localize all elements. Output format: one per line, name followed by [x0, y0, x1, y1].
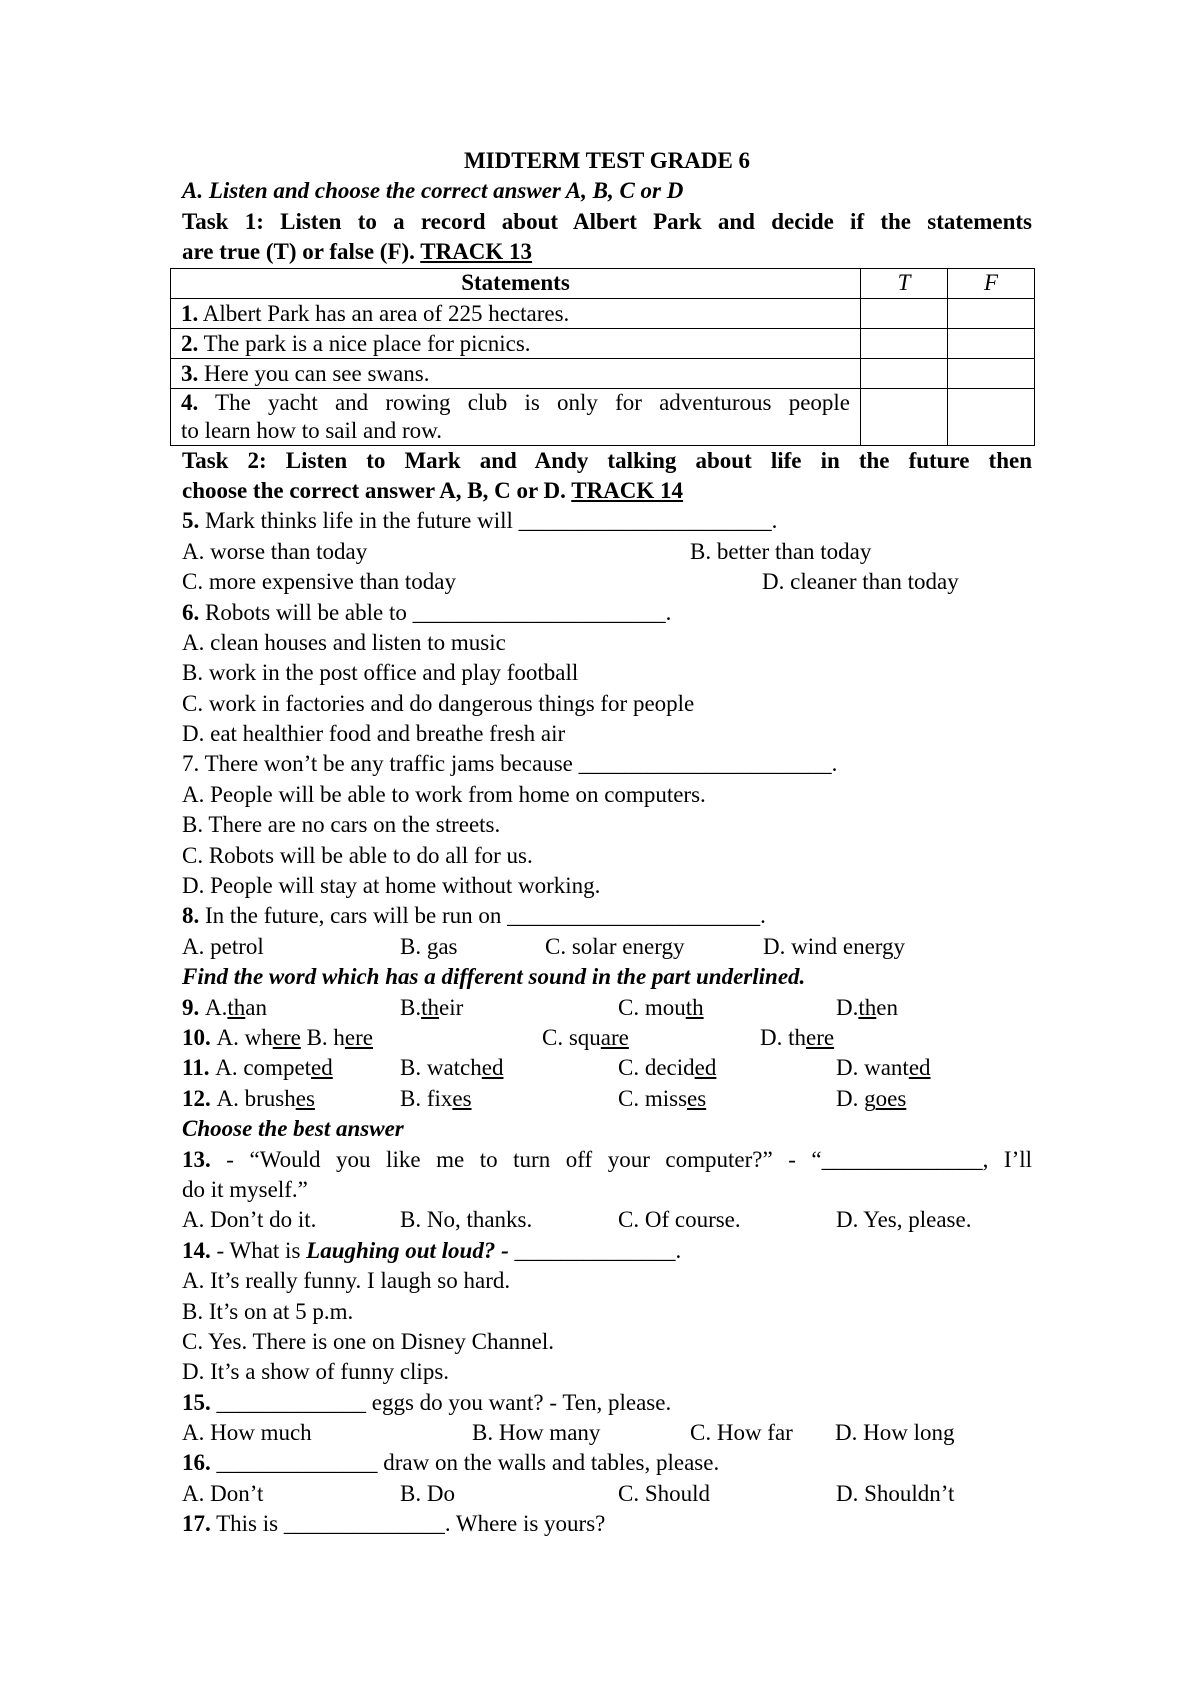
option-a[interactable]: A. worse than today — [182, 538, 368, 564]
option-b[interactable]: B. No, thanks. — [400, 1207, 533, 1233]
question-13-continued: do it myself.” — [182, 1176, 308, 1202]
statement-number: 4. — [181, 389, 199, 415]
option-d[interactable]: D. there — [760, 1024, 835, 1050]
option-d[interactable]: D. cleaner than today — [762, 569, 959, 595]
option-c[interactable]: C. work in factories and do dangerous things for people — [182, 690, 695, 716]
question-number: 17. — [182, 1511, 211, 1537]
question-number: 10. — [182, 1024, 211, 1050]
question-stem: This is ______________. Where is yours? — [216, 1511, 606, 1537]
options-row — [182, 932, 1032, 962]
option-b[interactable]: B. How many — [472, 1420, 601, 1446]
option-d[interactable]: D. eat healthier food and breathe fresh air — [182, 721, 566, 747]
option-c[interactable]: C. How far — [690, 1420, 793, 1446]
option-b[interactable]: B. fixes — [400, 1085, 472, 1111]
true-cell[interactable] — [861, 328, 948, 358]
best-answer-heading: Choose the best answer — [182, 1116, 404, 1142]
option-d[interactable]: D. Shouldn’t — [836, 1480, 955, 1506]
option-a[interactable]: A. Don’t do it. — [182, 1207, 317, 1233]
option-d[interactable]: D. wind energy — [763, 933, 906, 959]
question-number: 11. — [182, 1055, 210, 1081]
task2-instruction-text: choose the correct answer A, B, C or D. — [182, 477, 566, 503]
question-12 — [182, 1084, 1032, 1114]
option-c[interactable]: C. Should — [618, 1480, 711, 1506]
option-a[interactable]: A.than — [205, 994, 267, 1020]
page-title: MIDTERM TEST GRADE 6 — [463, 148, 751, 173]
option-a[interactable]: A. People will be able to work from home on computers. — [182, 781, 706, 807]
option-b[interactable]: B. It’s on at 5 p.m. — [182, 1298, 354, 1324]
statement-text: Here you can see swans. — [204, 360, 430, 386]
question-14 — [182, 1236, 1032, 1266]
option-d[interactable]: D. How long — [835, 1420, 955, 1446]
option-a[interactable]: A. How much — [182, 1420, 312, 1446]
false-cell[interactable] — [948, 298, 1035, 328]
options-row — [182, 537, 1032, 567]
table-row — [171, 358, 1035, 388]
question-stem: _____________ eggs do you want? - Ten, please. — [216, 1389, 672, 1415]
false-cell[interactable] — [948, 388, 1035, 445]
question-stem: - “Would you like me to turn off your computer?” - “______________, I’ll — [226, 1146, 1033, 1172]
option-c[interactable]: C. Of course. — [618, 1207, 741, 1233]
question-number: 13. — [182, 1146, 211, 1172]
true-header: T — [861, 268, 948, 298]
option-b[interactable]: B. gas — [400, 933, 458, 959]
statement-number: 3. — [181, 360, 199, 386]
question-stem: - What is — [216, 1237, 301, 1263]
option-c[interactable]: C. Robots will be able to do all for us. — [182, 842, 533, 868]
option-c[interactable]: C. solar energy — [545, 933, 685, 959]
statement-cell — [171, 298, 861, 328]
question-stem: ______________ draw on the walls and tables, please. — [216, 1450, 720, 1476]
phonetics-heading: Find the word which has a different sound in the part underlined. — [182, 964, 806, 990]
task1-instruction-text: are true (T) or false (F). — [182, 239, 415, 265]
task2-instruction-line1: Task 2: Listen to Mark and Andy talking about life in the future then — [182, 447, 1032, 473]
question-9 — [182, 993, 1032, 1023]
task2-instruction-line2 — [182, 476, 1032, 506]
question-7: 7. There won’t be any traffic jams because ______________________. — [182, 751, 838, 777]
question-number: 9. — [182, 994, 200, 1020]
option-b[interactable]: B.their — [400, 994, 464, 1020]
statement-number: 2. — [181, 330, 199, 356]
question-number: 5. — [182, 508, 200, 534]
question-number: 6. — [182, 599, 200, 625]
question-17 — [182, 1509, 1032, 1539]
option-a[interactable]: A. brushes — [216, 1085, 315, 1111]
false-header: F — [948, 268, 1035, 298]
option-b[interactable]: B. here — [306, 1024, 373, 1050]
question-stem: In the future, cars will be run on ______________________. — [205, 903, 766, 929]
option-a[interactable]: A. It’s really funny. I laugh so hard. — [182, 1268, 511, 1294]
statements-header: Statements — [171, 268, 861, 298]
true-cell[interactable] — [861, 388, 948, 445]
task1-instruction-line1: Task 1: Listen to a record about Albert Park and decide if the statements — [182, 208, 1032, 234]
option-c[interactable]: C. decided — [618, 1055, 717, 1081]
statement-cell — [171, 358, 861, 388]
option-d[interactable]: D. Yes, please. — [836, 1207, 972, 1233]
option-b[interactable]: B. better than today — [690, 538, 872, 564]
true-cell[interactable] — [861, 358, 948, 388]
table-row — [171, 328, 1035, 358]
question-8 — [182, 901, 1032, 931]
statement-text: The park is a nice place for picnics. — [203, 330, 531, 356]
option-c[interactable]: C. mouth — [618, 994, 704, 1020]
options-row — [182, 1418, 1032, 1448]
table-row — [171, 298, 1035, 328]
option-b[interactable]: B. Do — [400, 1480, 455, 1506]
question-stem: Robots will be able to ______________________. — [205, 599, 672, 625]
option-a[interactable]: A. clean houses and listen to music — [182, 629, 506, 655]
statements-table — [170, 268, 1035, 446]
statement-number: 1. — [181, 300, 199, 326]
statement-cell — [171, 388, 861, 445]
option-d[interactable]: D. wanted — [836, 1055, 931, 1081]
option-a[interactable]: A. Don’t — [182, 1480, 264, 1506]
question-15 — [182, 1388, 1032, 1418]
statement-cell — [171, 328, 861, 358]
options-row — [182, 567, 1032, 597]
option-c[interactable]: C. Yes. There is one on Disney Channel. — [182, 1328, 555, 1354]
option-a[interactable]: A. where — [216, 1024, 301, 1050]
option-c[interactable]: C. square — [542, 1024, 629, 1050]
table-header-row — [171, 268, 1035, 298]
false-cell[interactable] — [948, 328, 1035, 358]
question-11 — [182, 1053, 1032, 1083]
statement-text-continued: to learn how to sail and row. — [181, 417, 443, 443]
option-b[interactable]: B. work in the post office and play football — [182, 660, 579, 686]
option-d[interactable]: D. People will stay at home without working. — [182, 873, 601, 899]
question-5 — [182, 506, 1032, 536]
question-10 — [182, 1023, 1032, 1053]
question-number: 16. — [182, 1450, 211, 1476]
question-number: 14. — [182, 1237, 211, 1263]
test-page — [182, 0, 1032, 1540]
option-d[interactable]: D. goes — [836, 1085, 907, 1111]
option-c[interactable]: C. more expensive than today — [182, 569, 457, 595]
section-a-heading: A. Listen and choose the correct answer A, B, C or D — [182, 178, 684, 204]
task2-track: TRACK 14 — [571, 477, 684, 503]
task1-instruction-line2 — [182, 237, 1032, 267]
question-number: 12. — [182, 1085, 211, 1111]
option-b[interactable]: B. There are no cars on the streets. — [182, 812, 501, 838]
task1-track: TRACK 13 — [420, 239, 533, 265]
option-c[interactable]: C. misses — [618, 1085, 707, 1111]
options-row — [182, 1479, 1032, 1509]
question-16 — [182, 1448, 1032, 1478]
statement-text: The yacht and rowing club is only for adventurous people — [215, 389, 850, 415]
option-d[interactable]: D. It’s a show of funny clips. — [182, 1359, 450, 1385]
false-cell[interactable] — [948, 358, 1035, 388]
question-13 — [182, 1145, 1032, 1175]
question-number: 8. — [182, 903, 200, 929]
question-number: 15. — [182, 1389, 211, 1415]
question-stem: Mark thinks life in the future will ______________________. — [205, 508, 778, 534]
show-title: Laughing out loud? - — [306, 1237, 509, 1263]
statement-text: Albert Park has an area of 225 hectares. — [202, 300, 570, 326]
option-a[interactable]: A. petrol — [182, 933, 264, 959]
question-6 — [182, 598, 1032, 628]
answer-blank: ______________. — [514, 1237, 682, 1263]
options-row — [182, 1205, 1032, 1235]
table-row — [171, 388, 1035, 445]
option-a[interactable]: A. competed — [215, 1055, 333, 1081]
option-d[interactable]: D.then — [836, 994, 898, 1020]
option-b[interactable]: B. watched — [400, 1055, 504, 1081]
true-cell[interactable] — [861, 298, 948, 328]
